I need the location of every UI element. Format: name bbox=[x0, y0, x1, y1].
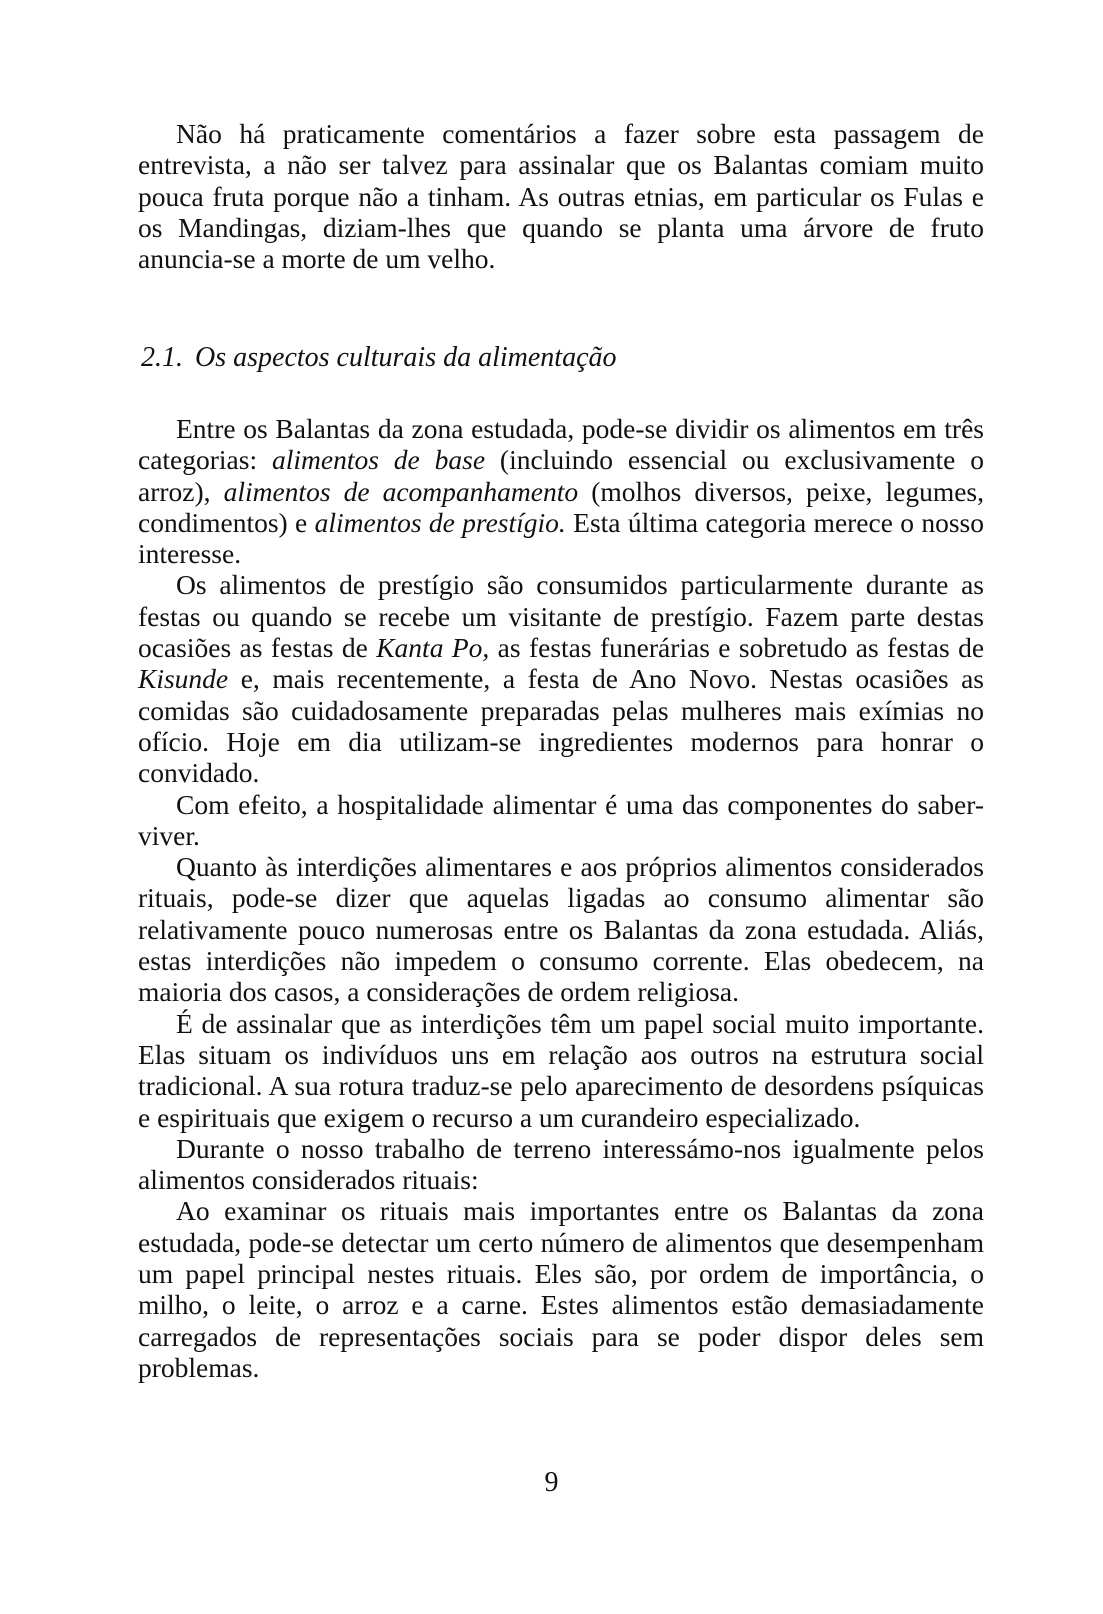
term-alimentos-de-prestigio: alimentos de prestígio. bbox=[314, 506, 566, 538]
paragraph-prestige-foods bbox=[138, 569, 984, 788]
section-title: Os aspectos culturais da alimentação bbox=[195, 342, 617, 373]
intro-paragraph: Não há praticamente comentários a fazer sobre esta passagem de entrevista, a não ser talvez para assinalar que os Balantas comiam muito pouca fruta porque não a tinham. As outras etnias, em particular os Fulas e os Mandingas, diziam-lhes que quando se planta uma árvore de fruto anuncia-se a morte de um velho. bbox=[138, 118, 984, 275]
intro-paragraph-block bbox=[138, 118, 984, 274]
term-kanta-po: Kanta Po, bbox=[376, 632, 490, 664]
section-number: 2.1. bbox=[141, 342, 183, 373]
text-run: (incluindo essencial ou exclusivamente o arroz), bbox=[138, 444, 984, 507]
term-alimentos-de-base: alimentos de base bbox=[271, 444, 486, 476]
text-run: e, mais recentemente, a festa de Ano Novo. Nestas ocasiões as comidas são cuidadosamente preparadas pelas mulheres mais exímias no ofício. Hoje em dia utilizam-se ingredientes modernos para honrar o convidado. bbox=[138, 663, 984, 789]
paragraph-social-role: É de assinalar que as interdições têm um papel social muito importante. Elas situam os indivíduos uns em relação aos outros na estrutura social tradicional. A sua rotura traduz-se pelo aparecimento de desordens psíquicas e espirituais que exigem o recurso a um curandeiro especializado. bbox=[138, 1007, 984, 1133]
paragraph-ritual-foods: Ao examinar os rituais mais importantes entre os Balantas da zona estudada, pode-se detectar um certo número de alimentos que desempenham um papel principal nestes rituais. Eles são, por ordem de importância, o milho, o leite, o arroz e a carne. Estes alimentos estão demasiadamente carregados de representações sociais para se poder dispor deles sem problemas. bbox=[138, 1195, 984, 1383]
paragraph-hospitality: Com efeito, a hospitalidade alimentar é uma das componentes do saber-viver. bbox=[138, 788, 984, 851]
section-body bbox=[138, 413, 984, 1383]
paragraph-fieldwork: Durante o nosso trabalho de terreno interessámo-nos igualmente pelos alimentos considerados rituais: bbox=[138, 1132, 984, 1196]
paragraph-food-categories bbox=[138, 413, 984, 569]
text-run: as festas funerárias e sobretudo as festas de bbox=[489, 632, 985, 664]
paragraph-food-interdictions: Quanto às interdições alimentares e aos próprios alimentos considerados rituais, pode-se dizer que aquelas ligadas ao consumo alimentar são relativamente pouco numerosas entre os Balantas da zona estudada. Aliás, estas interdições não impedem o consumo corrente. Elas obedecem, na maioria dos casos, a considerações de ordem religiosa. bbox=[138, 851, 984, 1008]
term-alimentos-de-acompanhamento: alimentos de acompanhamento bbox=[223, 475, 579, 507]
text-run: (molhos diversos, peixe, legumes, condimentos) e bbox=[138, 475, 984, 538]
text-run: Os alimentos de prestígio são consumidos particularmente durante as festas ou quando se recebe um visitante de prestígio. Fazem parte destas ocasiões as festas de bbox=[138, 569, 984, 664]
section-heading bbox=[141, 341, 617, 375]
text-run: Entre os Balantas da zona estudada, pode-se dividir os alimentos em três categorias: bbox=[138, 413, 984, 476]
term-kisunde: Kisunde bbox=[138, 663, 229, 695]
page-number: 9 bbox=[544, 1467, 559, 1498]
text-run: Esta última categoria merece o nosso interesse. bbox=[138, 506, 985, 570]
